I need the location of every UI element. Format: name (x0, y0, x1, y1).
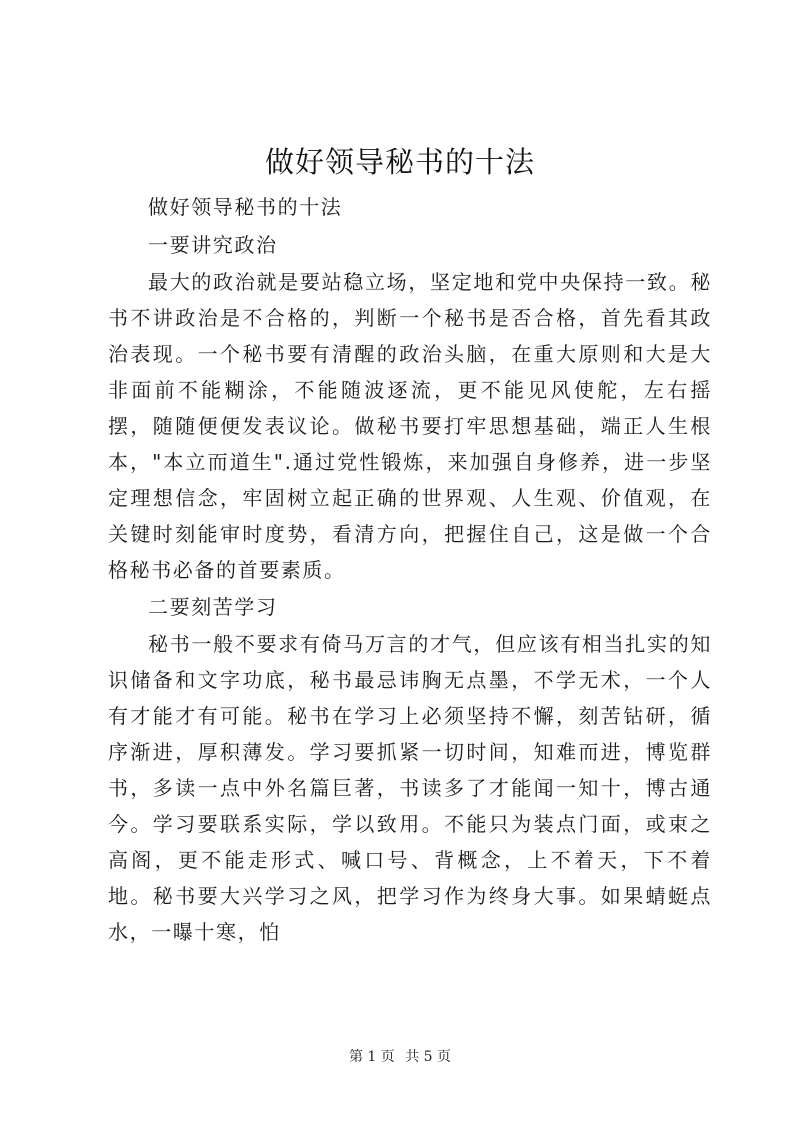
section-heading-1: 一要讲究政治 (148, 233, 278, 257)
document-subtitle: 做好领导秘书的十法 (148, 195, 343, 219)
document-body (108, 188, 712, 950)
page-title: 做好领导秘书的十法 (264, 145, 535, 179)
page-footer (0, 1046, 800, 1066)
section-paragraph-2: 秘书一般不要求有倚马万言的才气，但应该有相当扎实的知识储备和文字功底，秘书最忌讳胸无点墨，不学无术，一个人有才能才有可能。秘书在学习上必须坚持不懈，刻苦钻研，循序渐进，厚积薄发。学习要抓紧一切时间，知难而进，博览群书，多读一点中外名篇巨著，书读多了才能闻一知十，博古通今。学习要联系实际，学以致用。不能只为装点门面，或束之高阁，更不能走形式、喊口号、背概念，上不着天，下不着地。秘书要大兴学习之风，把学习作为终身大事。如果蜻蜓点水，一曝十寒，怕 (108, 632, 712, 944)
section-heading-2: 二要刻苦学习 (148, 595, 278, 619)
section-paragraph-1: 最大的政治就是要站稳立场，坚定地和党中央保持一致。秘书不讲政治是不合格的，判断一个秘书是否合格，首先看其政治表现。一个秘书要有清醒的政治头脑，在重大原则和大是大非面前不能糊涂，不能随波逐流，更不能见风使舵，左右摇摆，随随便便发表议论。做秘书要打牢思想基础，端正人生根本，"本立而道生".通过党性锻炼，来加强自身修养，进一步坚定理想信念，牢固树立起正确的世界观、人生观、价值观，在关键时刻能审时度势，看清方向，把握住自己，这是做一个合格秘书必备的首要素质。 (108, 270, 712, 582)
page-number: 第 1 页 (348, 1049, 395, 1065)
page-total: 共 5 页 (405, 1049, 452, 1065)
